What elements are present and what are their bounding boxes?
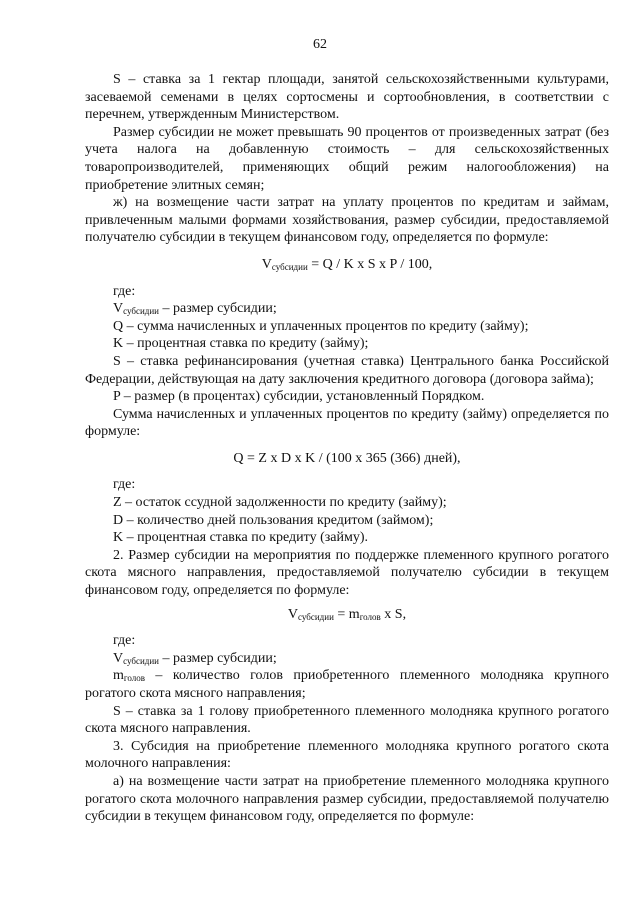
formula-interest-sum: Q = Z x D x K / (100 x 365 (366) дней), bbox=[233, 450, 461, 466]
page-number: 62 bbox=[313, 37, 327, 52]
paragraph-interest-sum: Сумма начисленных и уплаченных процентов по кредиту (займу) определяется по формуле: bbox=[85, 406, 609, 440]
paragraph-item-3: 3. Субсидия на приобретение племенного молодняка крупного рогатого скота молочного направления: bbox=[85, 738, 609, 772]
definition-s-refinancing: S – ставка рефинансирования (учетная ставка) Центрального банка Российской Федерации, действующая на дату заключения кредитного договора (договора займа); bbox=[85, 353, 609, 387]
paragraph-item-3a: а) на возмещение части затрат на приобретение племенного молодняка крупного рогатого скота молочного направления размер субсидии, предоставляемой получателю субсидии в текущем финансовом году, определяется по формуле: bbox=[85, 773, 609, 825]
definition-v-subsidy: $V_{субсидии}$ – размер субсидии; bbox=[113, 301, 277, 317]
where-label: где: bbox=[113, 283, 136, 299]
document-body bbox=[85, 71, 609, 826]
paragraph-item-zh: ж) на возмещение части затрат на уплату процентов по кредитам и займам, привлеченным малыми формами хозяйствования, размер субсидии, предоставляемой получателю субсидии в текущем финансовом году, определяется по формуле: bbox=[85, 195, 609, 246]
where-label: где: bbox=[113, 633, 136, 649]
formula-beef-cattle-subsidy: $V_{субсидии} = m_{голов}$ x S, bbox=[287, 606, 407, 622]
definition-m-heads: $m_{голов}$ – количество голов приобретенного племенного молодняка крупного рогатого скота мясного направления; bbox=[85, 668, 609, 701]
definition-z: Z – остаток ссудной задолженности по кредиту (займу); bbox=[113, 495, 447, 511]
definition-p: P – размер (в процентах) субсидии, установленный Порядком. bbox=[113, 389, 485, 405]
formula-interest-subsidy: $V_{субсидии} = Q / K$ x S x P / 100, bbox=[261, 256, 433, 272]
where-label: где: bbox=[113, 477, 136, 493]
definition-d: D – количество дней пользования кредитом (займом); bbox=[113, 512, 434, 528]
paragraph-s-rate-hectare: S – ставка за 1 гектар площади, занятой сельскохозяйственными культурами, засеваемой семенами в целях сортосмены и сортообновления, в соответствии с перечнем, утвержденным Министерством. bbox=[85, 72, 609, 123]
definition-q: Q – сумма начисленных и уплаченных процентов по кредиту (займу); bbox=[113, 318, 529, 334]
definition-v-subsidy: $V_{субсидии}$ – размер субсидии; bbox=[113, 650, 277, 666]
paragraph-subsidy-limit: Размер субсидии не может превышать 90 процентов от произведенных затрат (без учета налога на добавленную стоимость – для сельскохозяйственных товаропроизводителей, применяющих общий режим налогообложения) на приобретение элитных семян; bbox=[85, 124, 609, 193]
definition-s-per-head: S – ставка за 1 голову приобретенного племенного молодняка крупного рогатого скота мясного направления. bbox=[85, 703, 609, 737]
definition-k: K – процентная ставка по кредиту (займу); bbox=[113, 336, 369, 352]
definition-k: K – процентная ставка по кредиту (займу). bbox=[113, 530, 368, 546]
paragraph-item-2: 2. Размер субсидии на мероприятия по поддержке племенного крупного рогатого скота мясного направления, предоставляемой получателю субсидии в текущем финансовом году, определяется по формуле: bbox=[85, 547, 609, 599]
